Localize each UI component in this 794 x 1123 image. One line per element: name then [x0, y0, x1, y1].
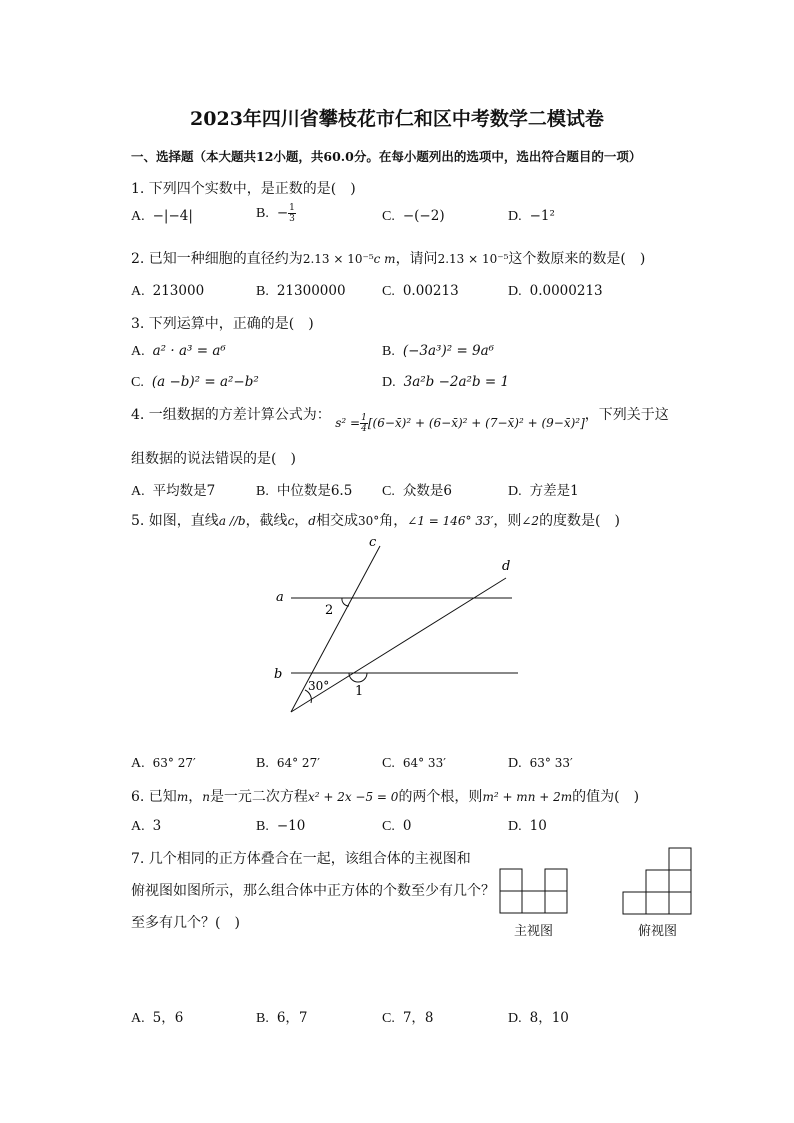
top-cube: [669, 848, 691, 870]
stem-text: 的度数是( ): [539, 513, 620, 529]
stem-text: 相交成: [315, 513, 358, 529]
math-expr: x² + 2x −5 = 0: [307, 790, 399, 804]
option-label: A.: [131, 819, 145, 834]
option-text: 方差是1: [529, 483, 579, 499]
option-label: C.: [382, 1011, 395, 1026]
stem-text: 角，: [379, 513, 408, 529]
stem-text: 6. 已知: [131, 789, 177, 805]
label-angle2: 2: [325, 603, 334, 618]
top-cube: [646, 870, 669, 892]
q7-stem-line2: 俯视图如图所示，那么组合体中正方体的个数至少有几个？: [131, 883, 495, 899]
math-expr: n: [202, 790, 210, 804]
math-expr: d: [308, 514, 316, 528]
label-a: a: [276, 590, 284, 605]
option-label: A.: [131, 1011, 145, 1026]
top-view: [623, 848, 691, 914]
option-text: 中位数是6.5: [276, 483, 353, 499]
option-text: 7，8: [402, 1010, 434, 1026]
fraction-numerator: 1: [361, 413, 367, 423]
stem-text: 的两个根，则: [398, 789, 483, 805]
stem-text: ，则: [493, 513, 522, 529]
option-text: a² · a³ = a⁶: [152, 343, 226, 359]
option-label: D.: [382, 375, 396, 390]
label-c: c: [369, 535, 377, 550]
option-text: 平均数是7: [152, 483, 216, 499]
option-label: B.: [256, 756, 269, 771]
fraction-denominator: 4: [361, 424, 367, 434]
page-title: 2023年四川省攀枝花市仁和区中考数学二模试卷: [190, 108, 604, 130]
stem-text: ，: [294, 513, 309, 529]
option-label: C.: [382, 284, 395, 299]
q7-stem-line1: 7. 几个相同的正方体叠合在一起，该组合体的主视图和: [131, 851, 471, 867]
label-angle30: 30°: [308, 679, 330, 693]
option-text: 3: [152, 818, 162, 834]
option-label: B.: [256, 1011, 269, 1026]
option-label: C.: [131, 375, 144, 390]
q1-stem: 1. 下列四个实数中，是正数的是( ): [131, 181, 356, 197]
option-text: −1²: [529, 208, 555, 224]
option-label: A.: [131, 209, 145, 224]
stem-text: 是一元二次方程: [209, 789, 308, 805]
stem-text: ，: [188, 789, 203, 805]
option-text: −|−4|: [152, 208, 193, 224]
math-expr: ∠1 = 146° 33′: [407, 514, 494, 528]
option-label: D.: [508, 1011, 522, 1026]
q7-option-d: [508, 1006, 569, 1027]
stem-text: 2. 已知一种细胞的直径约为: [131, 251, 303, 267]
q4-stem-line2: 组数据的说法错误的是( ): [131, 451, 296, 467]
option-text: 0.00213: [402, 283, 459, 299]
top-cube: [669, 870, 691, 892]
option-label: C.: [382, 756, 395, 771]
option-label: A.: [131, 484, 145, 499]
option-text: −10: [276, 818, 306, 834]
option-label: C.: [382, 819, 395, 834]
option-text: 64° 33′: [402, 756, 446, 770]
label-d: d: [502, 559, 511, 574]
option-text: 21300000: [276, 283, 346, 299]
option-label: D.: [508, 819, 522, 834]
option-text: 10: [529, 818, 547, 834]
math-expr: m² + mn + 2m: [482, 790, 573, 804]
math-expr: 30°: [357, 514, 380, 528]
math-expr: ∠2: [521, 514, 540, 528]
option-label: D.: [508, 484, 522, 499]
front-cube: [522, 891, 545, 913]
front-view: [500, 869, 567, 913]
label-angle1: 1: [355, 684, 364, 699]
q7-option-a: [131, 1006, 183, 1027]
front-cube: [545, 891, 567, 913]
stem-text: 4. 一组数据的方差计算公式为：: [131, 407, 331, 423]
option-label: B.: [256, 484, 269, 499]
fraction-numerator: 1: [289, 203, 295, 213]
front-cube: [500, 891, 522, 913]
option-label: C.: [382, 209, 395, 224]
option-label: B.: [382, 344, 395, 359]
math-expr: a //b: [218, 514, 246, 528]
q3-stem: 3. 下列运算中，正确的是( ): [131, 316, 314, 332]
q7-option-b: [256, 1006, 308, 1027]
option-text: −(−2): [402, 208, 445, 224]
math-unit: c m: [373, 252, 396, 266]
option-text: (−3a³)² = 9a⁶: [402, 343, 495, 359]
option-label: D.: [508, 209, 522, 224]
q7-option-c: [382, 1006, 434, 1027]
option-text: 0.0000213: [529, 283, 603, 299]
math-expr: m: [176, 790, 189, 804]
option-text: 5，6: [152, 1010, 184, 1026]
top-cube: [646, 892, 669, 914]
label-b: b: [274, 667, 283, 682]
option-label: D.: [508, 756, 522, 771]
q7-stem-line3: 至多有几个？( ): [131, 915, 240, 931]
math-expr: 2.13 × 10⁻⁵: [302, 252, 374, 266]
formula-left: s² =: [335, 416, 361, 430]
top-cube: [669, 892, 691, 914]
math-expr: 2.13 × 10⁻⁵: [437, 252, 509, 266]
option-text: 众数是6: [402, 483, 452, 499]
option-label: A.: [131, 284, 145, 299]
option-label: A.: [131, 756, 145, 771]
option-label: B.: [256, 206, 269, 221]
caption-top-view: 俯视图: [638, 924, 678, 939]
option-text: 63° 27′: [152, 756, 196, 770]
option-text: 3a²b −2a²b = 1: [403, 374, 510, 390]
option-text: 0: [402, 818, 412, 834]
front-cube: [545, 869, 567, 891]
stem-text: ，下列关于这: [584, 407, 669, 423]
option-label: A.: [131, 344, 145, 359]
option-label: D.: [508, 284, 522, 299]
stem-text: ，截线: [245, 513, 288, 529]
option-sign: −: [276, 205, 289, 221]
fraction-denominator: 3: [289, 214, 295, 224]
option-label: B.: [256, 284, 269, 299]
math-expr: c: [287, 514, 295, 528]
top-cube: [623, 892, 646, 914]
stem-text: 5. 如图，直线: [131, 513, 219, 529]
formula-right: [(6−x̄)² + (6−x̄)² + (7−x̄)² + (9−x̄)²]: [367, 416, 585, 430]
option-text: 213000: [152, 283, 205, 299]
option-text: 64° 27′: [276, 756, 320, 770]
option-text: 8，10: [529, 1010, 569, 1026]
option-label: B.: [256, 819, 269, 834]
front-cube: [500, 869, 522, 891]
option-text: 6，7: [276, 1010, 308, 1026]
stem-text: ，请问: [395, 251, 438, 267]
stem-text: 这个数原来的数是( ): [508, 251, 646, 267]
option-text: 63° 33′: [529, 756, 573, 770]
caption-front-view: 主视图: [514, 924, 554, 939]
section-heading: 一、选择题（本大题共12小题，共60.0分。在每小题列出的选项中，选出符合题目的一项）: [131, 149, 642, 164]
option-text: (a −b)² = a²−b²: [151, 374, 259, 390]
option-label: C.: [382, 484, 395, 499]
stem-text: 的值为( ): [572, 789, 640, 805]
